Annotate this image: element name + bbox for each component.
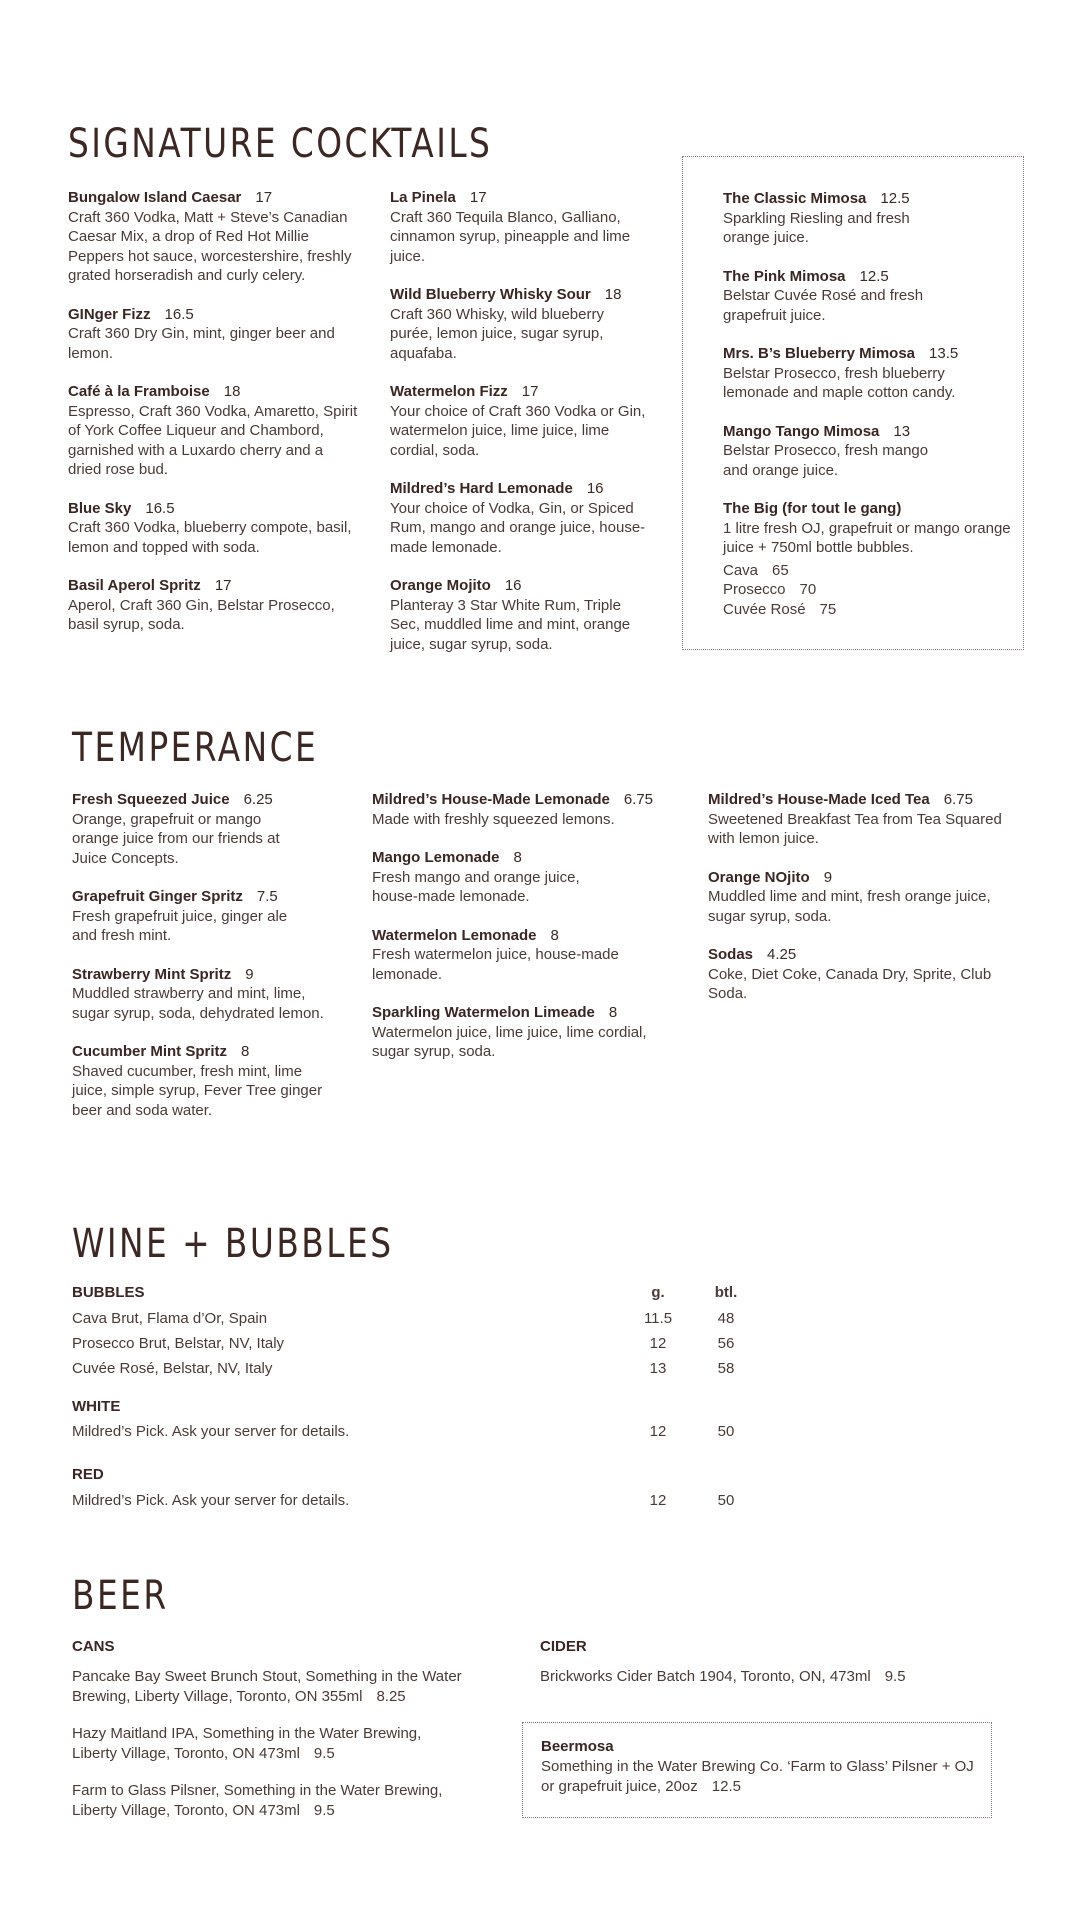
- beermosa-price: 12.5: [711, 1778, 741, 1795]
- menu-item: [390, 479, 650, 557]
- item-price: 13.5: [929, 345, 959, 362]
- item-price: 17: [521, 383, 539, 400]
- menu-item: [372, 1003, 682, 1062]
- item-desc: Shaved cucumber, fresh mint, lime juice, simple syrup, Fever Tree ginger beer and soda water.: [72, 1062, 323, 1119]
- item-price: 8: [550, 926, 559, 944]
- item-price: 6.75: [623, 791, 654, 808]
- option-label: Cuvée Rosé: [723, 600, 806, 618]
- can-item: [72, 1781, 472, 1821]
- beermosa-item: [541, 1757, 981, 1797]
- signature-col-1: [68, 188, 358, 654]
- can-item: [72, 1667, 502, 1707]
- bubbles-label: BUBBLES: [72, 1284, 145, 1301]
- item-desc: Craft 360 Vodka, Matt + Steve’s Canadian Caesar Mix, a drop of Red Hot Millie Peppers hot sauce, worcestershire, freshly grated horseradish and curly celery.: [68, 208, 352, 284]
- item-desc: Sparkling Riesling and fresh orange juice.: [723, 209, 910, 246]
- item-desc: Fresh grapefruit juice, ginger ale and fresh mint.: [72, 907, 288, 944]
- item-name: Basil Aperol Spritz: [68, 577, 201, 594]
- item-name: Cucumber Mint Spritz: [72, 1043, 228, 1060]
- item-name: Strawberry Mint Spritz: [72, 965, 232, 983]
- item-price: 17: [214, 577, 232, 594]
- wine-bottle-price: 56: [717, 1335, 735, 1352]
- item-name: Mildred’s House-Made Lemonade: [372, 791, 610, 808]
- item-desc: Belstar Prosecco, fresh blueberry lemonade and maple cotton candy.: [723, 364, 956, 401]
- menu-item: [708, 790, 1028, 849]
- wine-name: Prosecco Brut, Belstar, NV, Italy: [72, 1335, 285, 1352]
- item-price: 4.25: [767, 946, 797, 963]
- item-desc: Made with freshly squeezed lemons.: [372, 810, 615, 828]
- item-desc: Sweetened Breakfast Tea from Tea Squared with lemon juice.: [708, 810, 1002, 847]
- item-desc: Craft 360 Dry Gin, mint, ginger beer and lemon.: [68, 325, 335, 362]
- item-desc: Your choice of Vodka, Gin, or Spiced Rum, mango and orange juice, house-made lemonade.: [390, 499, 646, 556]
- red-label: RED: [72, 1466, 104, 1483]
- option-label: Prosecco: [723, 581, 786, 598]
- item-price: 18: [223, 383, 241, 400]
- item-name: The Big (for tout le gang): [723, 500, 902, 517]
- wine-glass-price: 12: [649, 1335, 667, 1352]
- temperance-col-2: [372, 790, 682, 1081]
- wine-name: Mildred’s Pick. Ask your server for details.: [72, 1492, 350, 1509]
- item-price: 17: [469, 189, 487, 206]
- cider-desc: Brickworks Cider Batch 1904, Toronto, ON, 473ml: [540, 1668, 871, 1685]
- item-desc: Belstar Prosecco, fresh mango and orange juice.: [723, 442, 929, 479]
- item-name: The Pink Mimosa: [723, 267, 846, 285]
- bottle-header: btl.: [714, 1284, 738, 1301]
- item-price: 6.25: [243, 791, 273, 808]
- menu-item: [723, 267, 1013, 326]
- item-name: Mango Lemonade: [372, 849, 500, 866]
- menu-item: [372, 848, 682, 907]
- wine-bottle-price: 50: [717, 1492, 735, 1509]
- option-row: [723, 600, 1013, 620]
- cider-label: CIDER: [540, 1638, 587, 1655]
- can-price: 9.5: [313, 1802, 335, 1819]
- menu-item: [708, 945, 1028, 1004]
- item-price: 8: [513, 849, 522, 866]
- menu-item: [390, 285, 650, 363]
- item-desc: Fresh watermelon juice, house-made lemonade.: [372, 946, 619, 983]
- beer-title: BEER: [72, 1573, 169, 1619]
- wine-name: Cuvée Rosé, Belstar, NV, Italy: [72, 1360, 273, 1377]
- size-options: [723, 561, 1013, 620]
- wine-name: Mildred’s Pick. Ask your server for details.: [72, 1423, 350, 1440]
- item-price: 16.5: [145, 499, 175, 517]
- wine-bottle-price: 58: [717, 1360, 735, 1377]
- item-name: Café à la Framboise: [68, 383, 210, 400]
- item-name: Mrs. B’s Blueberry Mimosa: [723, 345, 916, 362]
- wine-title: WINE + BUBBLES: [72, 1221, 394, 1267]
- menu-item: [390, 576, 650, 654]
- item-price: 16: [586, 480, 604, 497]
- item-name: La Pinela: [390, 189, 456, 206]
- item-name: Grapefruit Ginger Spritz: [72, 888, 243, 905]
- menu-item: [723, 189, 1013, 248]
- can-desc: Farm to Glass Pilsner, Something in the Water Brewing, Liberty Village, Toronto, ON 473ml: [72, 1782, 443, 1819]
- signature-col-2: [390, 188, 650, 673]
- item-name: Blue Sky: [68, 499, 132, 517]
- option-row: [723, 580, 1013, 600]
- can-price: 9.5: [313, 1745, 335, 1762]
- menu-item: [72, 965, 342, 1024]
- cans-column: [72, 1638, 502, 1838]
- cider-item: [540, 1667, 980, 1687]
- item-price: 13: [893, 422, 911, 440]
- menu-item: [68, 382, 358, 480]
- wine-name: Cava Brut, Flama d’Or, Spain: [72, 1310, 268, 1327]
- menu-item: [708, 868, 1028, 927]
- white-label: WHITE: [72, 1398, 121, 1415]
- item-price: 16: [504, 577, 522, 594]
- item-name: Watermelon Lemonade: [372, 926, 537, 944]
- menu-item: [390, 382, 650, 460]
- glass-header: g.: [651, 1284, 665, 1301]
- item-price: 12.5: [880, 190, 910, 207]
- item-desc: Craft 360 Vodka, blueberry compote, basil, lemon and topped with soda.: [68, 519, 352, 556]
- can-desc: Pancake Bay Sweet Brunch Stout, Something in the Water Brewing, Liberty Village, Toronto, ON 355ml: [72, 1668, 462, 1705]
- can-desc: Hazy Maitland IPA, Something in the Water Brewing, Liberty Village, Toronto, ON 473ml: [72, 1725, 422, 1762]
- cider-price: 9.5: [884, 1668, 906, 1685]
- menu-item: [72, 1042, 342, 1120]
- menu-item: [68, 305, 358, 364]
- item-desc: Craft 360 Whisky, wild blueberry purée, lemon juice, sugar syrup, aquafaba.: [390, 305, 604, 362]
- item-name: GINger Fizz: [68, 305, 151, 323]
- item-desc: Planteray 3 Star White Rum, Triple Sec, muddled lime and mint, orange juice, sugar syrup, soda.: [390, 596, 631, 653]
- wine-bottle-price: 50: [717, 1423, 735, 1440]
- option-price: 65: [772, 561, 789, 579]
- item-price: 16.5: [164, 305, 194, 323]
- option-label: Cava: [723, 561, 759, 579]
- item-price: 9: [245, 965, 254, 983]
- wine-glass-price: 12: [649, 1492, 667, 1509]
- item-desc: Orange, grapefruit or mango orange juice from our friends at Juice Concepts.: [72, 810, 280, 867]
- can-price: 8.25: [376, 1688, 406, 1705]
- item-desc: Your choice of Craft 360 Vodka or Gin, watermelon juice, lime juice, lime cordial, soda.: [390, 402, 646, 459]
- item-name: Bungalow Island Caesar: [68, 189, 242, 206]
- item-name: Mango Tango Mimosa: [723, 422, 880, 440]
- item-name: Sparkling Watermelon Limeade: [372, 1004, 595, 1021]
- item-price: 17: [255, 189, 273, 206]
- item-price: 6.75: [943, 791, 973, 808]
- item-price: 9: [823, 868, 833, 886]
- item-name: The Classic Mimosa: [723, 190, 867, 207]
- item-name: Fresh Squeezed Juice: [72, 791, 230, 808]
- menu-item: [72, 790, 342, 868]
- wine-glass-price: 11.5: [643, 1310, 673, 1327]
- temperance-col-3: [708, 790, 1028, 1023]
- cans-label: CANS: [72, 1638, 115, 1655]
- item-name: Sodas: [708, 946, 754, 963]
- menu-item: [723, 422, 1013, 481]
- option-price: 75: [819, 600, 837, 618]
- cider-column: [540, 1638, 980, 1704]
- item-desc: Fresh mango and orange juice, house-made lemonade.: [372, 868, 580, 905]
- item-desc: Muddled strawberry and mint, lime, sugar syrup, soda, dehydrated lemon.: [72, 985, 324, 1022]
- item-desc: Aperol, Craft 360 Gin, Belstar Prosecco, basil syrup, soda.: [68, 596, 335, 633]
- item-price: 8: [241, 1043, 250, 1060]
- mimosa-box: [682, 156, 1024, 650]
- item-desc: Muddled lime and mint, fresh orange juice, sugar syrup, soda.: [708, 888, 991, 925]
- item-desc: Craft 360 Tequila Blanco, Galliano, cinnamon syrup, pineapple and lime juice.: [390, 208, 631, 265]
- item-desc: Coke, Diet Coke, Canada Dry, Sprite, Club Soda.: [708, 965, 992, 1002]
- item-price: 8: [608, 1004, 618, 1021]
- wine-glass-price: 12: [649, 1423, 667, 1440]
- item-name: Wild Blueberry Whisky Sour: [390, 286, 591, 303]
- item-price: 7.5: [256, 888, 278, 905]
- can-item: [72, 1724, 462, 1764]
- temperance-title: TEMPERANCE: [72, 725, 319, 771]
- menu-item: [68, 576, 358, 635]
- beermosa-desc: Something in the Water Brewing Co. ‘Farm to Glass’ Pilsner + OJ or grapefruit juice, 20oz: [541, 1758, 974, 1795]
- wine-bottle-price: 48: [717, 1310, 735, 1327]
- item-desc: Espresso, Craft 360 Vodka, Amaretto, Spirit of York Coffee Liqueur and Chambord, garnished with a Luxardo cherry and a dried rose bud.: [68, 402, 358, 478]
- option-price: 70: [799, 581, 817, 598]
- item-price: 18: [604, 286, 622, 303]
- menu-item: [372, 790, 682, 829]
- item-desc: Watermelon juice, lime juice, lime cordial, sugar syrup, soda.: [372, 1023, 647, 1060]
- item-price: 12.5: [859, 267, 889, 285]
- menu-item: [723, 499, 1013, 619]
- menu-item: [723, 344, 1013, 403]
- item-name: Watermelon Fizz: [390, 383, 508, 400]
- temperance-col-1: [72, 790, 342, 1139]
- item-name: Mildred’s House-Made Iced Tea: [708, 791, 930, 808]
- menu-item: [68, 499, 358, 558]
- wine-glass-price: 13: [649, 1360, 667, 1377]
- item-name: Mildred’s Hard Lemonade: [390, 480, 573, 497]
- beermosa-box: [522, 1722, 992, 1818]
- menu-item: [68, 188, 358, 286]
- signature-cocktails-title: SIGNATURE COCKTAILS: [68, 121, 493, 167]
- menu-item: [372, 926, 682, 985]
- item-name: Orange NOjito: [708, 868, 810, 886]
- option-row: [723, 561, 1013, 581]
- item-name: Orange Mojito: [390, 577, 491, 594]
- item-desc: Belstar Cuvée Rosé and fresh grapefruit juice.: [723, 287, 924, 324]
- menu-item: [390, 188, 650, 266]
- item-desc: 1 litre fresh OJ, grapefruit or mango orange juice + 750ml bottle bubbles.: [723, 519, 1011, 556]
- menu-item: [72, 887, 342, 946]
- beermosa-name: Beermosa: [541, 1738, 614, 1755]
